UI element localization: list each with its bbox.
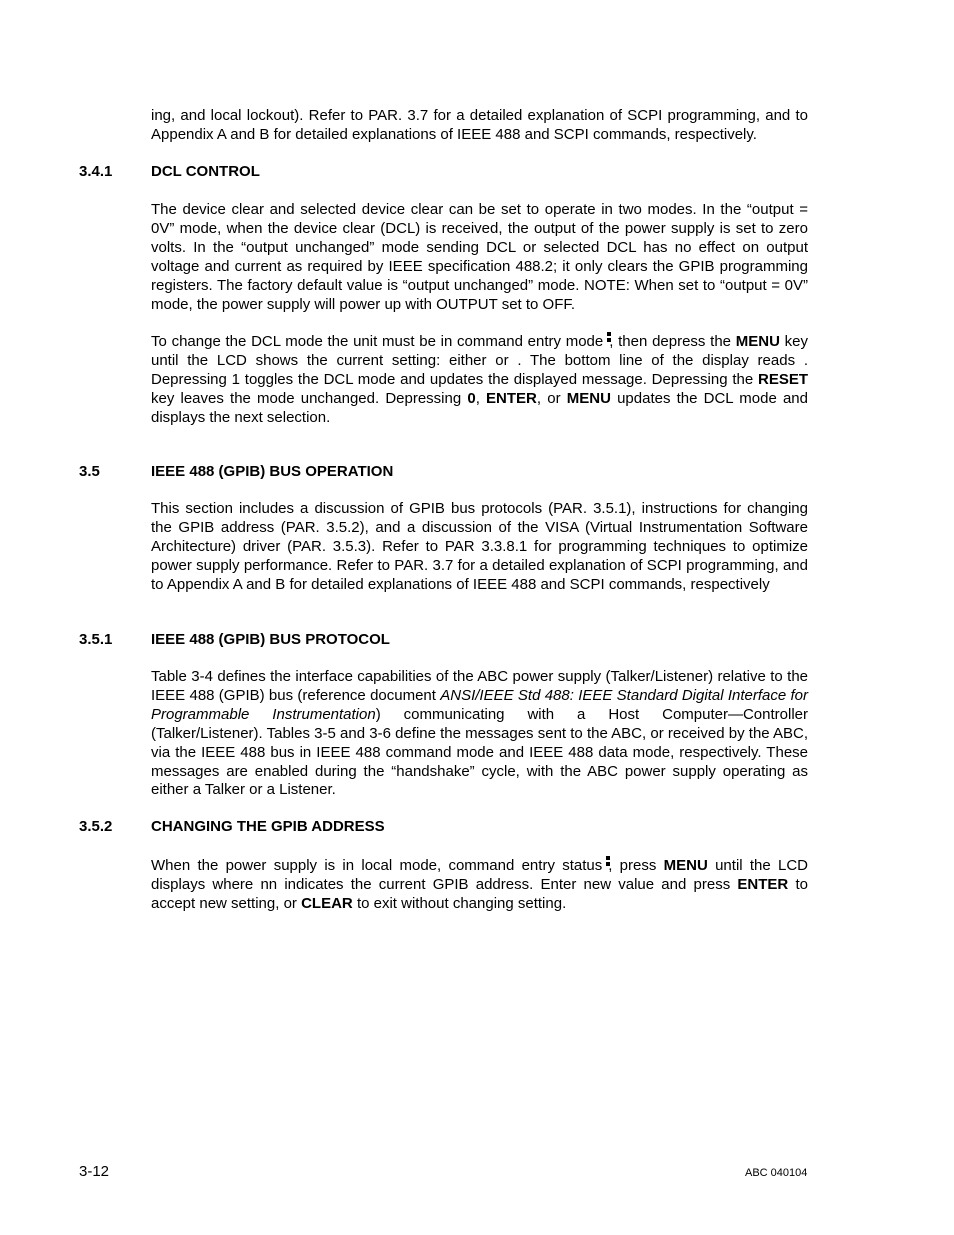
section-title: IEEE 488 (GPIB) BUS PROTOCOL xyxy=(151,631,390,648)
menu-key-2: MENU xyxy=(566,389,611,407)
section-number: 3.4.1 xyxy=(79,163,113,180)
section-number: 3.5.2 xyxy=(79,818,113,835)
heading-3-5 xyxy=(79,463,393,480)
enter-key: ENTER xyxy=(486,389,537,407)
reference-document-title: ANSI/IEEE Std 488: IEEE Standard Digital Interface for Programmable Instrumentation xyxy=(151,686,808,723)
reset-key: RESET xyxy=(758,370,809,388)
clear-key: CLEAR xyxy=(301,894,353,912)
heading-3-4-1 xyxy=(79,163,260,180)
menu-key: MENU xyxy=(735,333,780,350)
document-id: ABC 040104 xyxy=(745,1167,808,1179)
gpib-operation-paragraph: This section includes a discussion of GPIB bus protocols (PAR. 3.5.1), instructions for changing the GPIB address (PAR. 3.5.2), and a discussion of the VISA (Virtual Instrumentation Software Architecture) driver (PAR. 3.5.3). Refer to PAR 3.3.8.1 for programming techniques to optimize power supply performance. Refer to PAR. 3.7 for a detailed explanation of SCPI programming, and to Appendix A and B for detailed explanations of IEEE 488 and SCPI commands, respectively xyxy=(151,500,808,593)
gpib-address-paragraph: When the power supply is in local mode, command entry status , press MENU until the LCD displays where nn indicates the current GPIB address. Enter new value and press ENTER to accept new setting, or CLEAR to exit without changing setting. xyxy=(151,857,809,912)
section-number: 3.5 xyxy=(79,463,100,480)
intro-paragraph: ing, and local lockout). Refer to PAR. 3.7 for a detailed explanation of SCPI programming, and to Appendix A and B for detailed explanations of IEEE 488 and SCPI commands, respectively. xyxy=(151,107,808,143)
zero-key: 0 xyxy=(467,389,476,407)
section-title: DCL CONTROL xyxy=(151,163,260,180)
page-number: 3-12 xyxy=(79,1163,110,1180)
enter-key: ENTER xyxy=(737,875,789,893)
dcl-paragraph-1: The device clear and selected device clear can be set to operate in two modes. In the “output = 0V” mode, when the device clear (DCL) is received, the output of the power supply is set to zero volts. In the “output unchanged” mode sending DCL or selected DCL has no effect on output voltage and current as required by IEEE specification 488.2; it only clears the GPIB programming registers. The factory default value is “output unchanged” mode. NOTE: When set to “output = 0V” mode, the power supply will power up with OUTPUT set to OFF. xyxy=(151,201,808,313)
gpib-protocol-paragraph: Table 3-4 defines the interface capabilities of the ABC power supply (Talker/Listener) relative to the IEEE 488 (GPIB) bus (reference document ANSI/IEEE Std 488: IEEE Standard Digital Interface for Programmable Instrumentation) communicating with a Host Computer—Controller (Talker/Listener). Tables 3-5 and 3-6 define the messages sent to the ABC, or received by the ABC, via the IEEE 488 bus in IEEE 488 command mode and IEEE 488 data mode, respectively. These messages are enabled during the “handshake” cycle, with the ABC power supply operating as either a Talker or a Listener. xyxy=(151,668,808,799)
section-title: CHANGING THE GPIB ADDRESS xyxy=(151,818,385,835)
menu-key: MENU xyxy=(663,857,708,874)
heading-3-5-2 xyxy=(79,818,385,835)
dcl-paragraph-2: To change the DCL mode the unit must be in command entry mode , then depress the MENU key until the LCD shows the current setting: either or . The bottom line of the display reads . Depressing 1 toggles the DCL mode and updates the displayed message. Depressing the RESET key leaves the mode unchanged. Depressing 0, ENTER, or MENU updates the DCL mode and displays the next selection. xyxy=(151,333,809,426)
section-title: IEEE 488 (GPIB) BUS OPERATION xyxy=(151,463,394,480)
section-number: 3.5.1 xyxy=(79,631,113,648)
heading-3-5-1 xyxy=(79,631,390,648)
